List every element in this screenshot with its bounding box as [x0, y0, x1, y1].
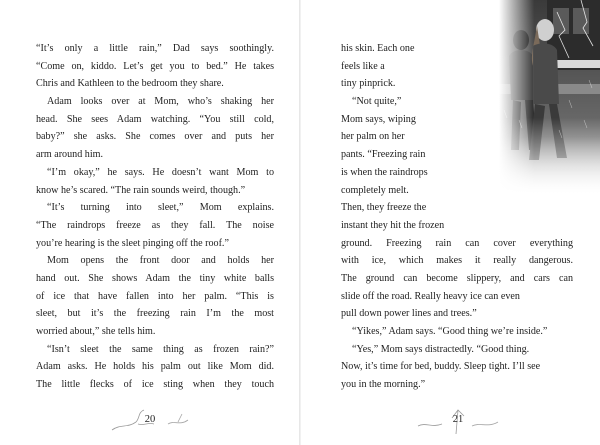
text-line: know he’s scared. “The rain sounds weird, though.” [36, 184, 246, 196]
text-line: The ground can become slippery, and cars can [341, 272, 573, 284]
text-line: The little flecks of ice sting when they touch [36, 379, 274, 391]
text-line: Adam looks over at Mom, who’s shaking her [47, 96, 274, 108]
text-line: feels like a [341, 60, 385, 72]
text-line: head. She sees Adam watching. “You still cold, [36, 113, 274, 125]
text-line: of ice that have fallen into her palm. “This is [36, 290, 274, 302]
text-line: instant they hit the frozen [341, 219, 445, 231]
text-line: baby?” she asks. She comes over and puts her [36, 131, 274, 143]
page-number-left: 20 [144, 414, 156, 425]
text-line: you in the morning.” [341, 379, 426, 391]
text-line: Chris and Kathleen to the bedroom they share. [36, 78, 224, 90]
text-line: slide off the road. Really heavy ice can even [341, 290, 520, 302]
text-line: completely melt. [341, 184, 409, 196]
text-line: Mom opens the front door and holds her [47, 255, 274, 267]
text-line: ground. Freezing rain can cover everything [341, 237, 573, 249]
text-line: pull down power lines and trees.” [341, 308, 477, 320]
text-line: “Come on, kiddo. Let’s get you to bed.” He takes [36, 60, 274, 72]
text-line: pants. “Freezing rain [341, 149, 426, 161]
text-line: sleet, but it’s the freezing rain I’m the most [36, 308, 274, 320]
text-line: “I’m okay,” he says. He doesn’t want Mom to [47, 166, 274, 178]
text-line: “Yikes,” Adam says. “Good thing we’re inside.” [352, 326, 548, 337]
text-line: worried about,” she tells him. [36, 326, 156, 337]
text-line: arm around him. [36, 149, 103, 161]
text-line: hand out. She shows Adam the tiny white balls [36, 272, 274, 284]
right-page [300, 0, 600, 445]
right-page-text [341, 40, 573, 394]
text-line: Adam asks. He holds his palm out like Mom did. [36, 361, 274, 373]
text-line: “It’s only a little rain,” Dad says soothingly. [36, 43, 274, 54]
text-line: Now, it’s time for bed, buddy. Sleep tight. I’ll see [341, 361, 541, 373]
text-line: tiny pinprick. [341, 78, 396, 90]
text-line: is when the raindrops [341, 166, 428, 178]
text-line: “It’s turning into sleet,” Mom explains. [47, 202, 274, 214]
text-line: Mom says, wiping [341, 113, 416, 125]
text-line: with ice, which makes it really dangerous. [341, 255, 573, 267]
text-line: Then, they freeze the [341, 202, 427, 214]
text-line: her palm on her [341, 131, 405, 143]
text-line: “Not quite,” [352, 96, 402, 108]
text-line: you’re hearing is the sleet pinging off the roof.” [36, 237, 229, 249]
text-line: “The raindrops freeze as they fall. The noise [36, 219, 274, 231]
left-page-text [36, 40, 274, 394]
text-line: “Yes,” Mom says distractedly. “Good thing. [352, 343, 530, 355]
text-line: “Isn’t sleet the same thing as frozen rain?” [47, 343, 274, 355]
text-line: his skin. Each one [341, 43, 415, 54]
page-number-right: 21 [452, 414, 464, 425]
